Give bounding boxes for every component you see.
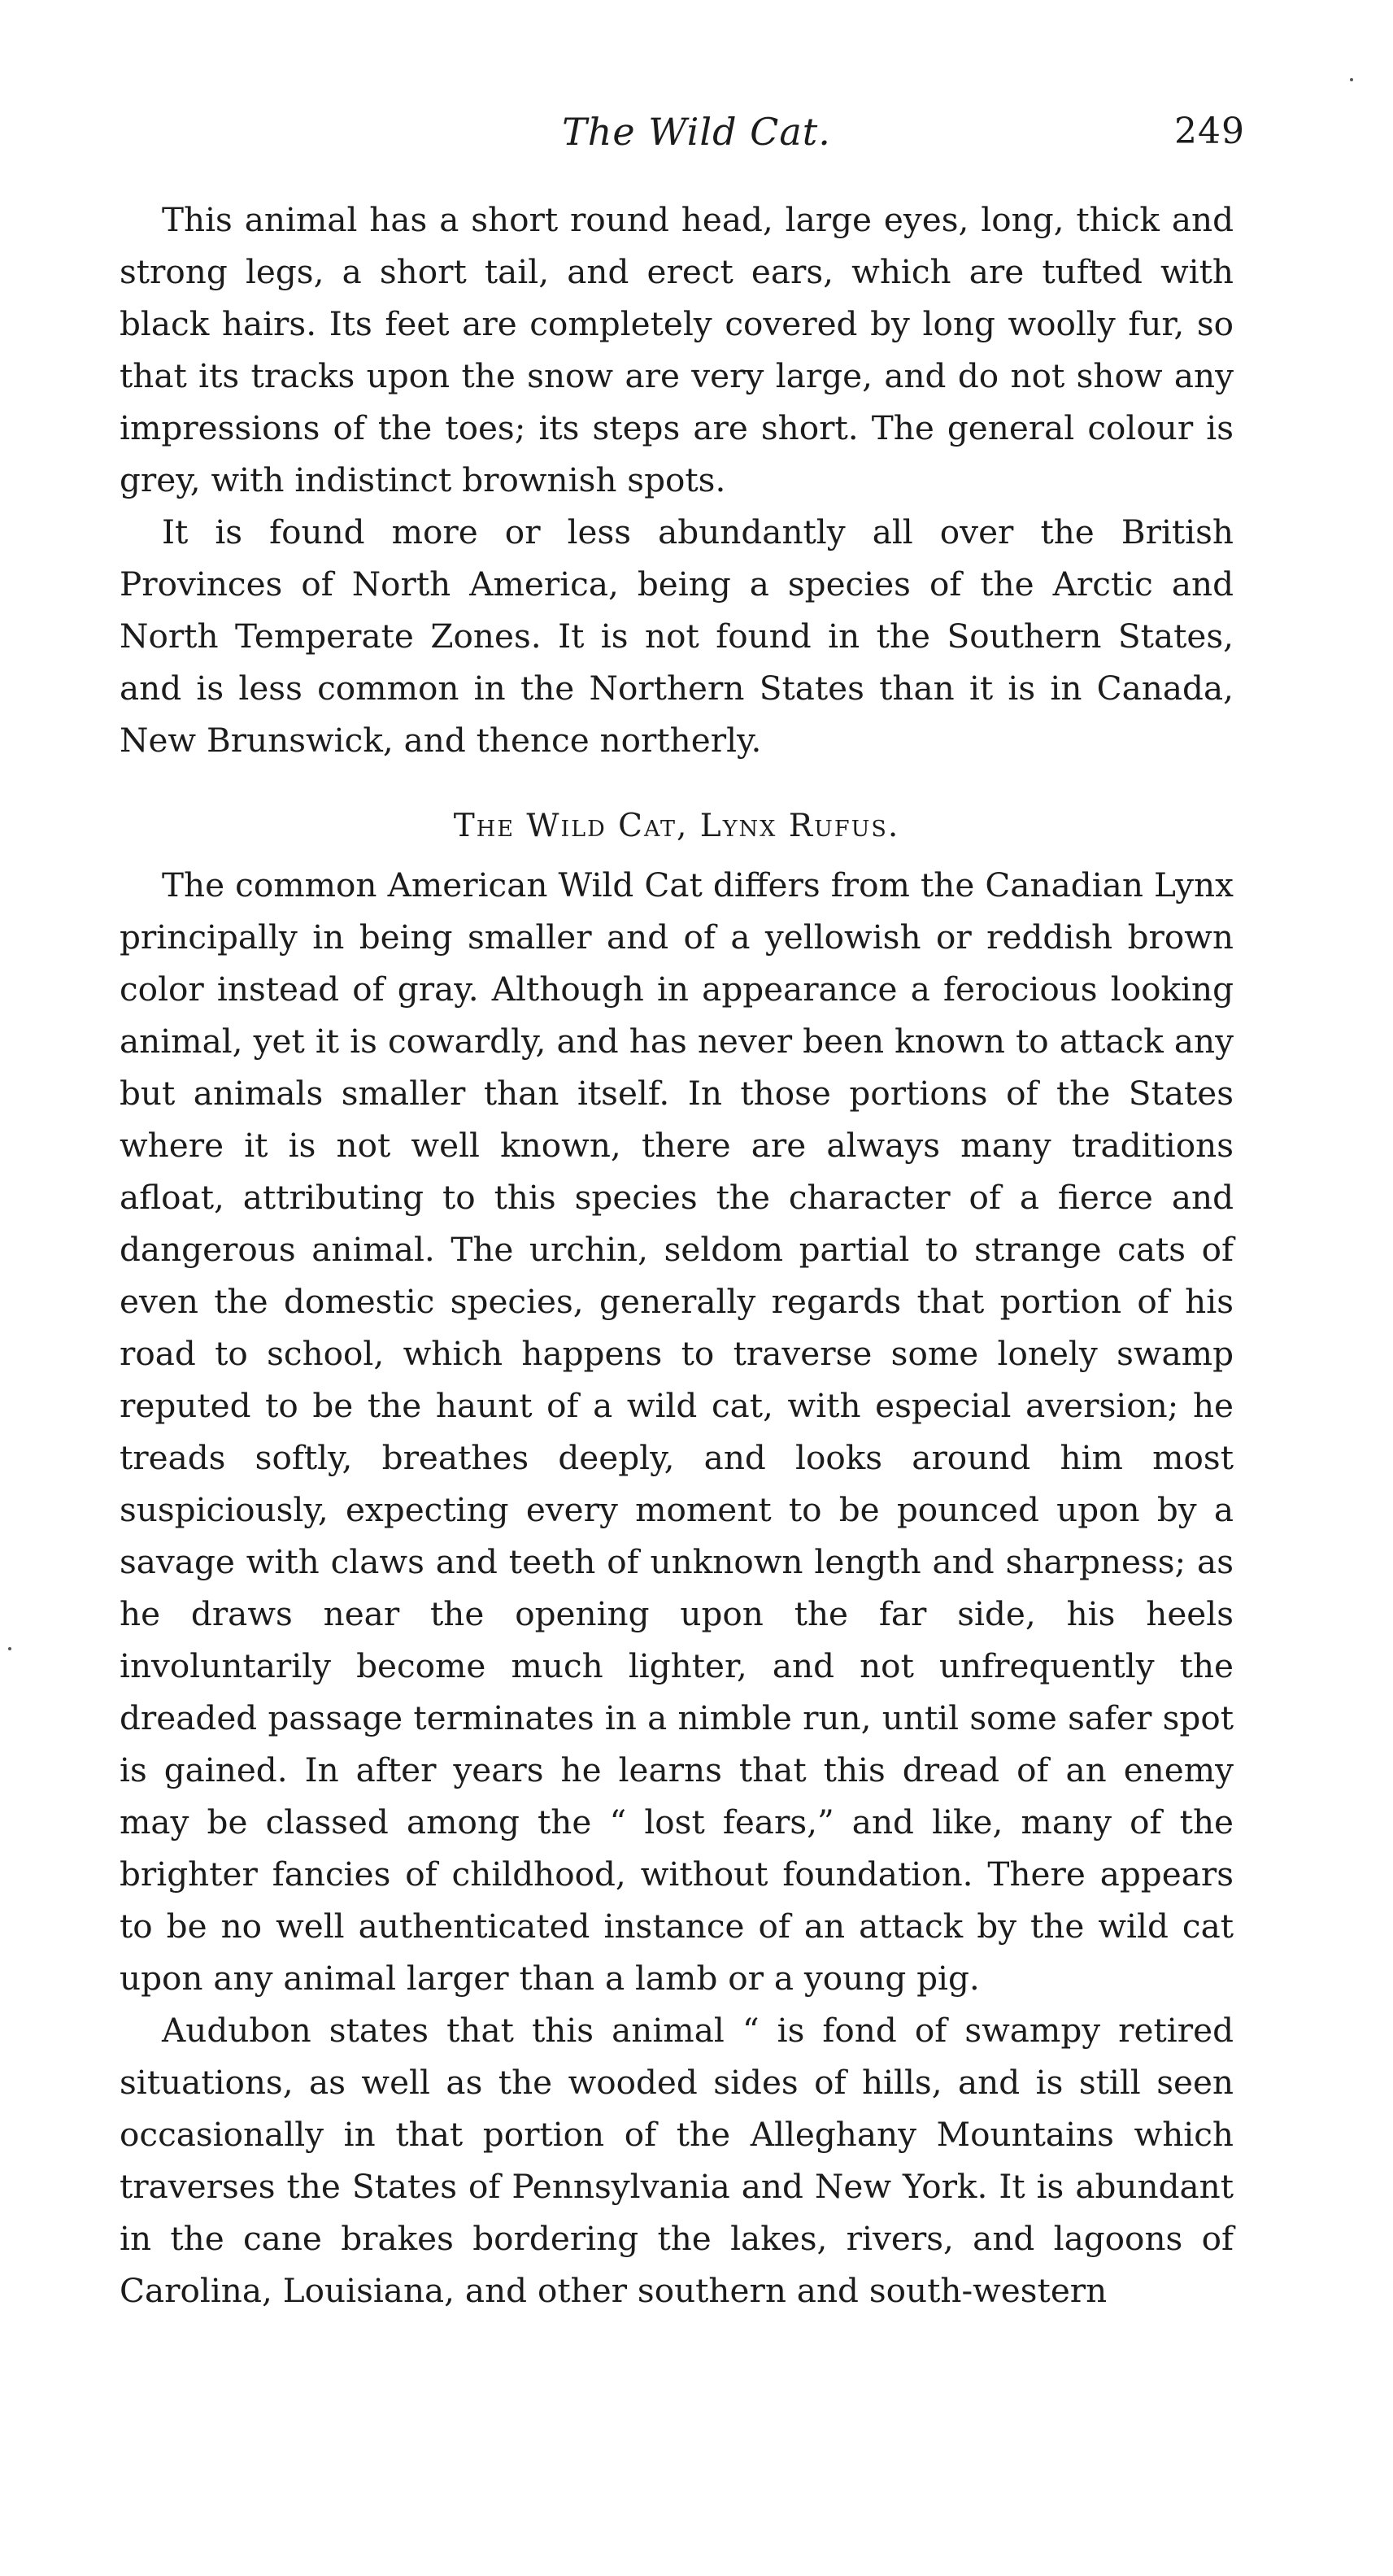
margin-speck [8, 1647, 11, 1650]
paragraph-lynx-description: This animal has a short round head, large eyes, long, thick and strong legs, a short tail, and erect ears, which are tufted with black hairs. Its feet are completely covered by long woolly fur, so that its tracks upon the snow are very large, and do not show any impressions of the toes; its steps are short. The general colour is grey, with indistinct brownish spots. [120, 200, 1234, 499]
running-title: The Wild Cat. [562, 110, 831, 154]
margin-speck [1350, 78, 1353, 81]
body-text [120, 194, 1234, 2317]
running-head [0, 99, 1393, 164]
paragraph-lynx-range: It is found more or less abundantly all over the British Provinces of North America, being a species of the Arctic and North Temperate Zones. It is not found in the Southern States, and is less common in the Northern States than it is in Canada, New Brunswick, and thence northerly. [120, 512, 1234, 760]
paragraph-wild-cat: The common American Wild Cat differs from the Canadian Lynx principally in being smaller and of a yellowish or reddish brown color instead of gray. Although in appearance a ferocious looking animal, yet it is cowardly, and has never been known to attack any but animals smaller than itself. In those portions of the States where it is not well known, there are always many traditions afloat, attributing to this species the character of a fierce and dangerous animal. The urchin, seldom partial to strange cats of even the domestic species, generally regards that portion of his road to school, which happens to traverse some lonely swamp reputed to be the haunt of a wild cat, with especial aversion; he treads softly, breathes deeply, and looks around him most suspiciously, expecting every moment to be pounced upon by a savage with claws and teeth of unknown length and sharpness; as he draws near the opening upon the far side, his heels involuntarily become much lighter, and not unfrequently the dreaded passage terminates in a nimble run, until some safer spot is gained. In after years he learns that this dread of an enemy may be classed among the “ lost fears,” and like, many of the brighter fancies of childhood, without foundation. There appears to be no well authenticated instance of an attack by the wild cat upon any animal larger than a lamb or a young pig. [120, 865, 1234, 1998]
section-heading: The Wild Cat, Lynx Rufus. [453, 808, 900, 844]
paragraph-audubon: Audubon states that this animal “ is fond of swampy retired situations, as well as the wooded sides of hills, and is still seen occasionally in that portion of the Alleghany Mountains which traverses the States of Pennsylvania and New York. It is abundant in the cane brakes bordering the lakes, rivers, and lagoons of Carolina, Louisiana, and other southern and south-western [120, 2011, 1234, 2310]
page-number: 249 [1174, 111, 1245, 152]
